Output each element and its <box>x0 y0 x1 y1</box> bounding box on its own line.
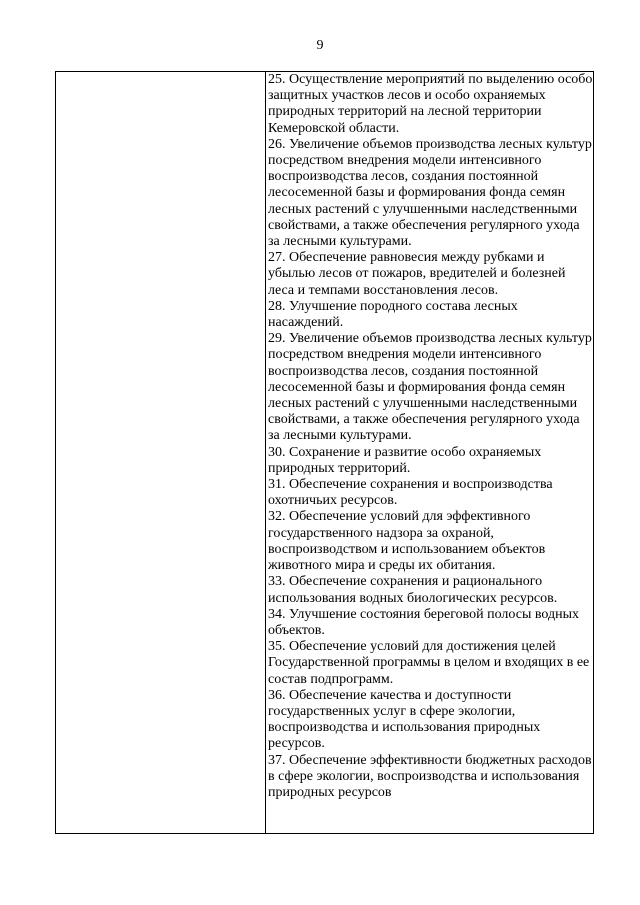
table-right-cell <box>268 72 593 801</box>
list-item-34: 34. Улучшение состояния береговой полосы водных объектов. <box>268 606 580 638</box>
list-item-30: 30. Сохранение и развитие особо охраняемых природных территорий. <box>268 444 542 476</box>
table-left-cell <box>56 72 265 833</box>
column-divider <box>265 72 266 833</box>
list-item-37: 37. Обеспечение эффективности бюджетных расходов в сфере экологии, воспроизводства и использования природных ресурсов <box>268 752 592 800</box>
document-table <box>55 71 594 834</box>
list-item-29: 29. Увеличение объемов производства лесных культур посредством внедрения модели интенсивного воспроизводства лесов, создания постоянной лесосеменной базы и формирования фонда семян лесных растений с улучшенными наследственными свойствами, а также обеспечения регулярного ухода за лесными культурами. <box>268 331 592 444</box>
list-item-31: 31. Обеспечение сохранения и воспроизводства охотничьих ресурсов. <box>268 477 553 509</box>
list-item-32: 32. Обеспечение условий для эффективного государственного надзора за охраной, воспроизводством и использованием объектов животного мира и среды их обитания. <box>268 509 546 574</box>
list-item-28: 28. Улучшение породного состава лесных насаждений. <box>268 298 518 331</box>
list-item-35: 35. Обеспечение условий для достижения целей Государственной программы в целом и входящих в ее состав подпрограмм. <box>268 639 590 687</box>
list-item-26: 26. Увеличение объемов производства лесных культур посредством внедрения модели интенсивного воспроизводства лесов, создания постоянной лесосеменной базы и формирования фонда семян лесных растений с улучшенными наследственными свойствами, а также обеспечения регулярного ухода за лесными культурами. <box>268 136 592 250</box>
list-item-33: 33. Обеспечение сохранения и рационального использования водных биологических ресурсов. <box>268 574 558 606</box>
list-item-25: 25. Осуществление мероприятий по выделению особо защитных участков лесов и особо охраняемых природных территорий на лесной территории Кемеровской области. <box>268 72 593 136</box>
page-number: 9 <box>316 38 324 53</box>
list-item-36: 36. Обеспечение качества и доступности государственных услуг в сфере экологии, воспроизводства и использования природных ресурсов. <box>268 687 541 752</box>
list-item-27: 27. Обеспечение равновесия между рубками и убылью лесов от пожаров, вредителей и болезней леса и темпами восстановления лесов. <box>268 250 566 298</box>
